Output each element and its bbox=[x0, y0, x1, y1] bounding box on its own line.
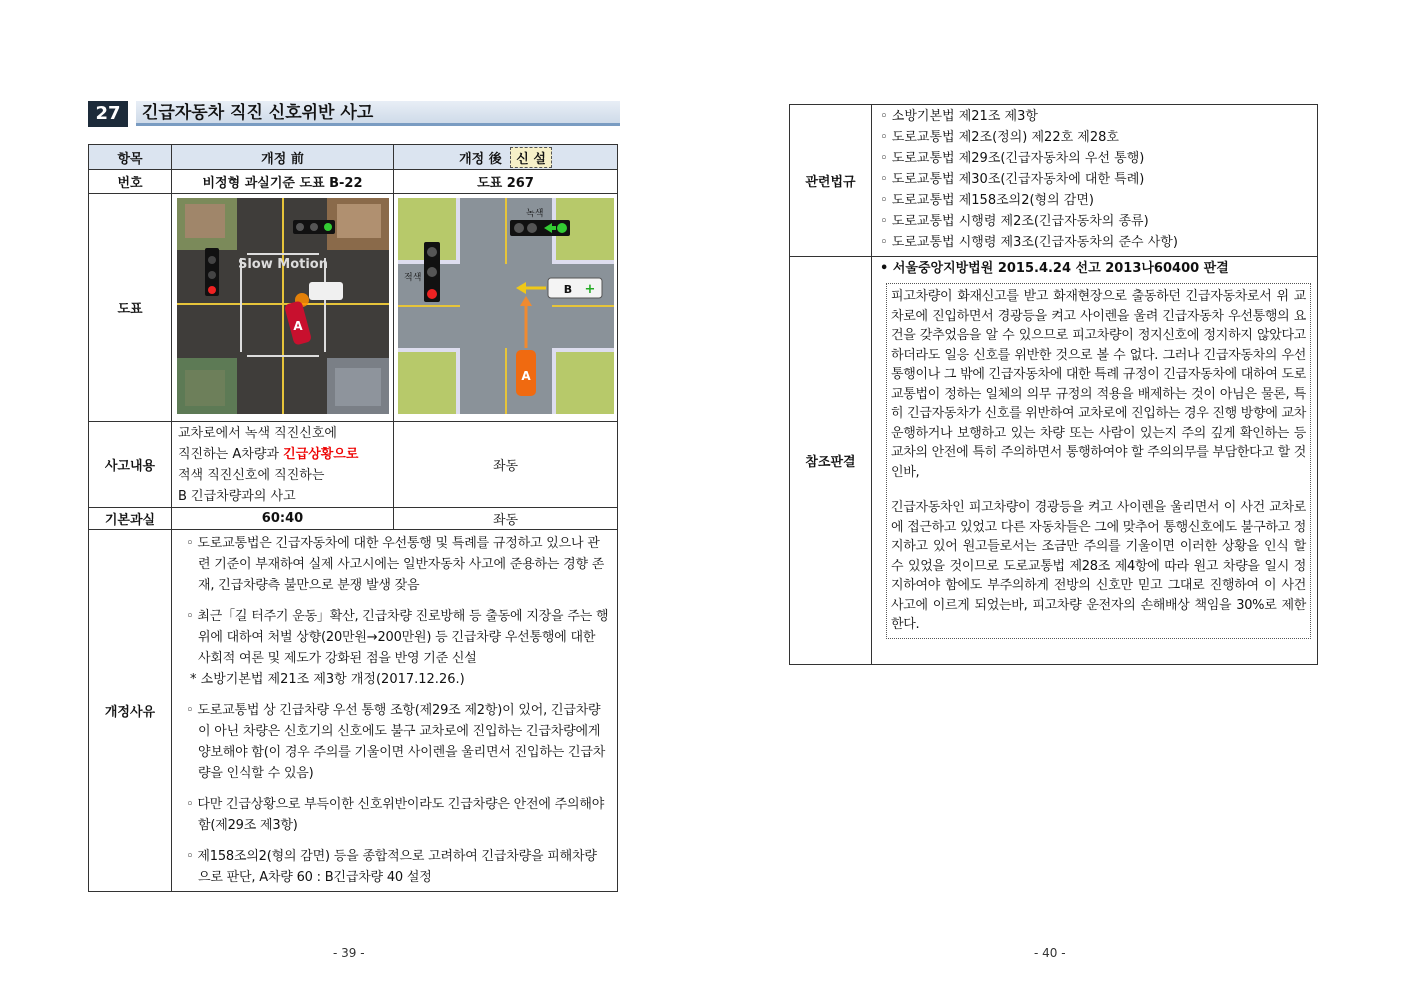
header-after bbox=[394, 145, 618, 170]
ruling-paragraph: 긴급자동차인 피고차량이 경광등을 켜고 사이렌을 울리면서 이 사건 교차로에 접근하고 있었고 다른 자동차들은 그에 맞추어 통행신호에도 불구하고 정지하고 있어 원고들로서는 조금만 주의를 기울이면 이러한 상황을 인식 할 수 있었을 것이므로 도로교통법 제28조 제4항에 따라 원고 차량을 일시 정지하여야 함에도 부주의하게 전방의 신호만 믿고 그대로 진행하여 이 사건 사고에 이르게 되었는바, 피고차량 운전자의 손해배상 책임을 30%로 제한한다. bbox=[891, 500, 1306, 632]
reason-item: ◦ 제158조의2(형의 감면) 등을 종합적으로 고려하여 긴급차량을 피해차량으로 판단, A차량 60 : B긴급차량 40 설정 bbox=[186, 849, 597, 885]
row-label-number: 번호 bbox=[89, 170, 172, 194]
red-signal-label: 적색 bbox=[403, 272, 421, 283]
law-item: ◦ 도로교통법 제30조(긴급자동차에 대한 특례) bbox=[880, 172, 1145, 187]
new-badge: 신 설 bbox=[510, 147, 552, 168]
header-before: 개정 前 bbox=[172, 145, 394, 170]
ruling-text-box bbox=[886, 283, 1311, 639]
ruling-label: 참조판결 bbox=[790, 257, 872, 665]
law-item: ◦ 도로교통법 제29조(긴급자동차의 우선 통행) bbox=[880, 151, 1145, 166]
intersection-diagram-after bbox=[398, 198, 614, 414]
slow-motion-label: Slow Motion bbox=[237, 256, 328, 272]
car-a-label-before: A bbox=[292, 318, 303, 333]
ruling-cell bbox=[872, 257, 1318, 665]
row-label-fault: 기본과실 bbox=[89, 508, 172, 530]
accident-line-1: 교차로에서 녹색 직진신호에 bbox=[178, 425, 337, 441]
row-label-accident: 사고내용 bbox=[89, 422, 172, 508]
law-item: ◦ 도로교통법 시행령 제3조(긴급자동차의 준수 사항) bbox=[880, 235, 1178, 250]
page-number-left: - 39 - bbox=[333, 946, 365, 960]
row-label-diagram: 도표 bbox=[89, 194, 172, 422]
row-label-reason: 개정사유 bbox=[89, 530, 172, 892]
ambulance-b-label: B bbox=[563, 282, 572, 296]
reason-item: ◦ 도로교통법은 긴급자동차에 대한 우선통행 및 특례를 규정하고 있으나 관련 기준이 부재하여 실제 사고시에는 일반자동차 사고에 준용하는 경향 존재, 긴급차량측 불만으로 분쟁 발생 잦음 bbox=[186, 536, 605, 593]
section-number: 27 bbox=[88, 101, 128, 127]
comparison-table bbox=[88, 144, 618, 892]
law-item: ◦ 소방기본법 제21조 제3항 bbox=[880, 109, 1038, 124]
section-title-bar bbox=[88, 101, 620, 127]
header-after-label: 개정 後 bbox=[459, 151, 502, 167]
ruling-paragraph: 피고차량이 화재신고를 받고 화재현장으로 출동하던 긴급자동차로서 위 교차로에 진입하면서 경광등을 켜고 사이렌을 울려 긴급자동차 우선통행의 요건을 갖추었음을 알 수 있으므로 피고차량이 정지신호에 정지하지 않았다고 하더라도 일응 신호를 위반한 것으로 볼 수 없다. 그러나 긴급자동차의 우선통행이나 그 밖에 긴급자동차에 대한 특례 규정이 긴급자동차에 대하여 도로교통법이 정하는 일체의 의무 규정의 적용을 배제하는 것이 아님은 물론, 특히 긴급자동차가 신호를 위반하여 교차로에 진입하는 경우 진행 방향에 교차 운행하거나 보행하고 있는 차량 또는 사람이 있는지 주의 깊게 확인하는 등 교차의 안전에 특히 주의하면서 통행하여야 할 주의의무를 부담한다고 할 것인바, bbox=[891, 289, 1306, 480]
car-a-label-after: A bbox=[520, 368, 531, 383]
reason-item: ◦ 최근「길 터주기 운동」확산, 긴급차량 진로방해 등 출동에 지장을 주는 행위에 대하여 처벌 상향(20만원→200만원) 등 긴급차량 우선통행에 대한 사회적 여론 및 제도가 강화된 점을 반영 기준 신설 bbox=[186, 609, 609, 666]
ruling-title: • 서울중앙지방법원 2015.4.24 선고 2013나60400 판결 bbox=[880, 261, 1229, 276]
number-after: 도표 267 bbox=[394, 170, 618, 194]
diagram-after-cell bbox=[394, 194, 618, 422]
svg-text:+: + bbox=[584, 281, 595, 297]
number-before: 비정형 과실기준 도표 B-22 bbox=[172, 170, 394, 194]
header-item: 항목 bbox=[89, 145, 172, 170]
law-item: ◦ 도로교통법 제2조(정의) 제22호 제28호 bbox=[880, 130, 1119, 145]
accident-line-3: 적색 직진신호에 직진하는 bbox=[178, 467, 325, 483]
reason-item: ◦ 도로교통법 상 긴급차량 우선 통행 조항(제29조 제2항)이 있어, 긴급차량이 아닌 차량은 신호기의 신호에도 불구 교차로에 진입하는 긴급차량에게 양보해야 함(이 경우 주의를 기울이면 사이렌을 울리면서 진입하는 긴급차량을 인식할 수 있음) bbox=[186, 703, 606, 781]
accident-line-2 bbox=[178, 444, 393, 465]
reason-item: ◦ 다만 긴급상황으로 부득이한 신호위반이라도 긴급차량은 안전에 주의해야 함(제29조 제3항) bbox=[186, 797, 605, 833]
intersection-photo-before bbox=[177, 198, 389, 414]
reason-note: * 소방기본법 제21조 제3항 개정(2017.12.26.) bbox=[190, 672, 465, 687]
emergency-highlight: 긴급상황으로 bbox=[283, 446, 359, 462]
accident-line-4: B 긴급차량과의 사고 bbox=[178, 488, 296, 504]
law-item: ◦ 도로교통법 시행령 제2조(긴급자동차의 종류) bbox=[880, 214, 1149, 229]
accident-line-2a: 직진하는 A차량과 bbox=[178, 446, 284, 462]
fault-after: 좌동 bbox=[394, 508, 618, 530]
green-signal-label: 녹색 bbox=[525, 208, 543, 219]
laws-cell bbox=[872, 105, 1318, 257]
accident-before bbox=[172, 422, 394, 508]
reference-table bbox=[789, 104, 1318, 665]
page-number-right: - 40 - bbox=[1034, 946, 1066, 960]
reason-cell bbox=[172, 530, 618, 892]
laws-label: 관련법규 bbox=[790, 105, 872, 257]
fault-before: 60:40 bbox=[172, 508, 394, 530]
accident-after: 좌동 bbox=[394, 422, 618, 508]
section-title: 긴급자동차 직진 신호위반 사고 bbox=[136, 101, 620, 126]
law-item: ◦ 도로교통법 제158조의2(형의 감면) bbox=[880, 193, 1094, 208]
diagram-before-cell bbox=[172, 194, 394, 422]
